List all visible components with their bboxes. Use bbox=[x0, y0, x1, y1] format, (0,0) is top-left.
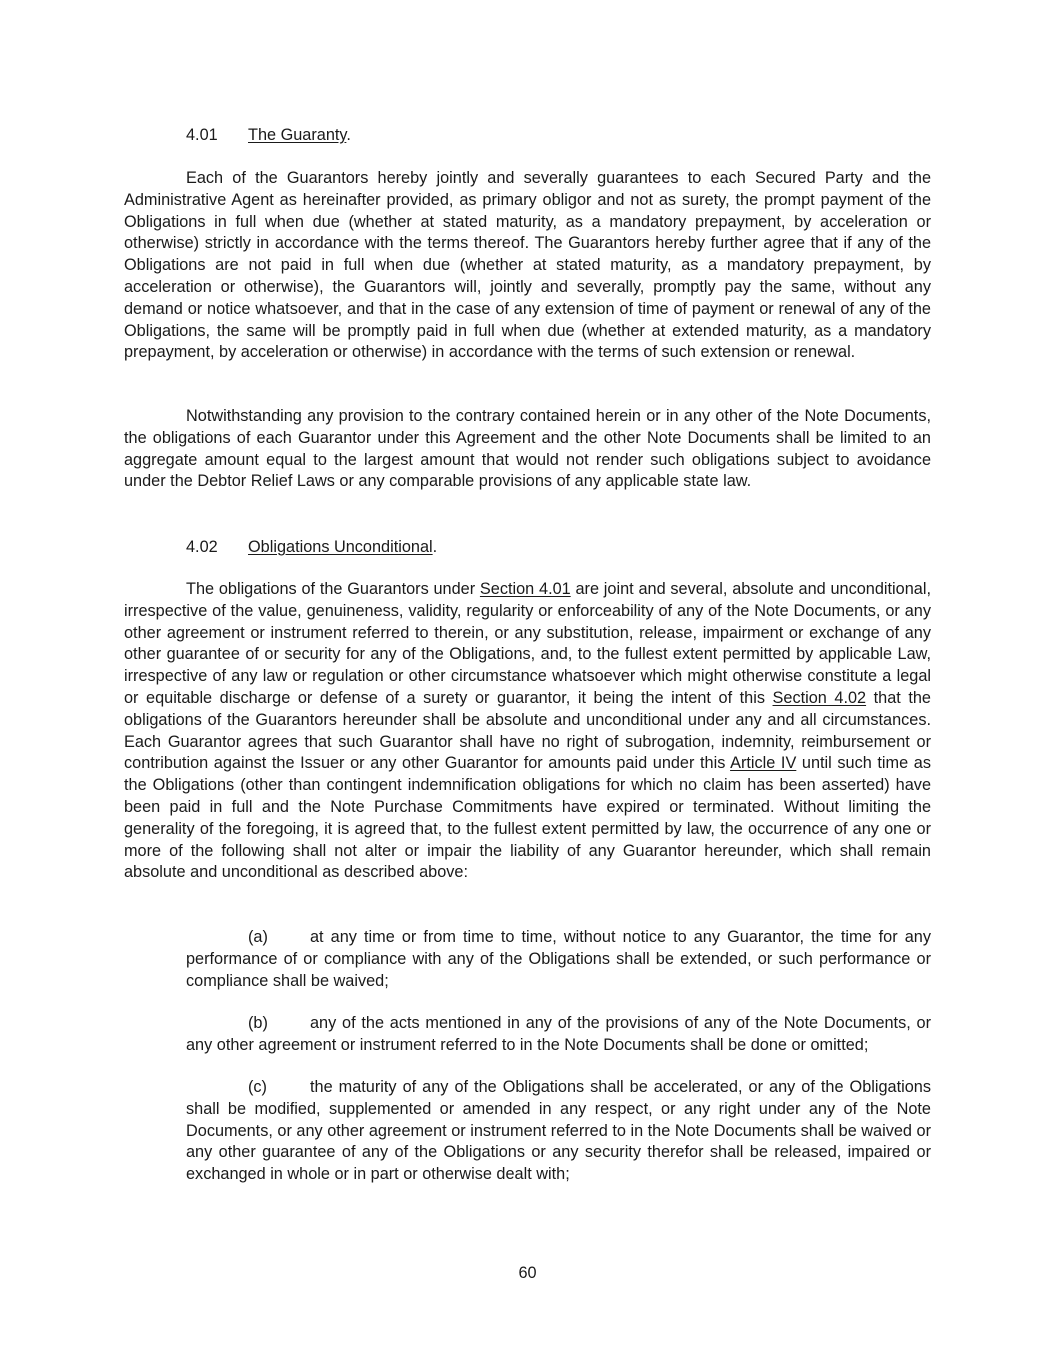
paragraph-text: until such time as the Obligations (other than contingent indemnification obligations for which no claim has been asserted) have been paid in full and the Note Purchase Commitments have expired or terminated. Without limiting the generality of the foregoing, it is agreed that, to the fullest extent permitted by law, the occurrence of any one or more of the following shall not alter or impair the liability of any Guarantor hereunder, which shall remain absolute and unconditional as described above: bbox=[124, 754, 931, 882]
section-4-01-reference: Section 4.01 bbox=[479, 580, 571, 598]
section-heading-4-01 bbox=[186, 125, 351, 147]
paragraph-text: that the obligations of the Guarantors hereunder shall be absolute and unconditional under any and all circumstances. Each Guarantor agrees that such Guarantor shall have no right of subrogation, indemnity, reimbursement or contribution against the Issuer or any other Guarantor for amounts paid under this bbox=[124, 688, 931, 773]
obligations-paragraph bbox=[124, 579, 931, 884]
clause-c bbox=[186, 1077, 931, 1186]
document-page bbox=[124, 0, 931, 1365]
section-title: The Guaranty bbox=[248, 126, 347, 144]
clause-a bbox=[186, 927, 931, 992]
section-number: 4.01 bbox=[186, 126, 218, 144]
section-title: Obligations Unconditional bbox=[248, 538, 433, 556]
section-title-period: . bbox=[346, 126, 351, 144]
section-heading-4-02 bbox=[186, 537, 437, 559]
limitation-paragraph: Notwithstanding any provision to the contrary contained herein or in any other of the Note Documents, the obligations of each Guarantor under this Agreement and the other Note Documents shall be limited to an aggregate amount equal to the largest amount that would not render such obligations subject to avoidance under the Debtor Relief Laws or any comparable provisions of any applicable state law. bbox=[124, 407, 931, 491]
section-4-02-reference: Section 4.02 bbox=[772, 688, 867, 707]
guaranty-paragraph: Each of the Guarantors hereby jointly and severally guarantees to each Secured Party and the Administrative Agent as hereinafter provided, as primary obligor and not as surety, the prompt payment of the Obligations in full when due (whether at stated maturity, as a mandatory prepayment, by acceleration or otherwise) strictly in accordance with the terms thereof. The Guarantors hereby further agree that if any of the Obligations are not paid in full when due (whether at stated maturity, as a mandatory prepayment, by acceleration or otherwise), the Guarantors will, jointly and severally, promptly pay the same, without any demand or notice whatsoever, and that in the case of any extension of time of payment or renewal of any of the Obligations, the same will be promptly paid in full when due (whether at extended maturity, as a mandatory prepayment, by acceleration or otherwise) in accordance with the terms of such extension or renewal. bbox=[124, 169, 931, 362]
page-number: 60 bbox=[518, 1264, 537, 1282]
clause-label: (b) bbox=[248, 1014, 268, 1032]
clause-text: the maturity of any of the Obligations shall be accelerated, or any of the Obligations shall be modified, supplemented or amended in any respect, or any right under any of the Note Documents, or any other agreement or instrument referred to in the Note Documents shall be waived or any other guarantee of any of the Obligations or any security therefor shall be released, impaired or exchanged in whole or in part or otherwise dealt with; bbox=[186, 1078, 931, 1184]
section-number: 4.02 bbox=[186, 538, 218, 556]
clause-text: at any time or from time to time, without notice to any Guarantor, the time for any performance of or compliance with any of the Obligations shall be extended, or such performance or compliance shall be waived; bbox=[186, 928, 931, 990]
section-title-period: . bbox=[432, 538, 438, 556]
clause-label: (a) bbox=[248, 928, 268, 946]
paragraph-text: The obligations of the Guarantors under bbox=[186, 580, 480, 598]
clause-b bbox=[186, 1013, 931, 1057]
clause-label: (c) bbox=[248, 1078, 267, 1096]
clause-text: any of the acts mentioned in any of the provisions of any of the Note Documents, or any other agreement or instrument referred to in the Note Documents shall be done or omitted; bbox=[186, 1014, 931, 1054]
article-iv-reference: Article IV bbox=[730, 754, 797, 773]
paragraph-text: are joint and several, absolute and unconditional, irrespective of the value, genuineness, validity, regularity or enforceability of any of the Note Documents, or any other agreement or instrument referred to therein, or any substitution, release, impairment or exchange of any other guarantee of or security for any of the Obligations, and, to the fullest extent permitted by applicable Law, irrespective of any law or regulation or other circumstance whatsoever which might otherwise constitute a legal or equitable discharge or defense of a surety or guarantor, it being the intent of this bbox=[124, 580, 931, 707]
